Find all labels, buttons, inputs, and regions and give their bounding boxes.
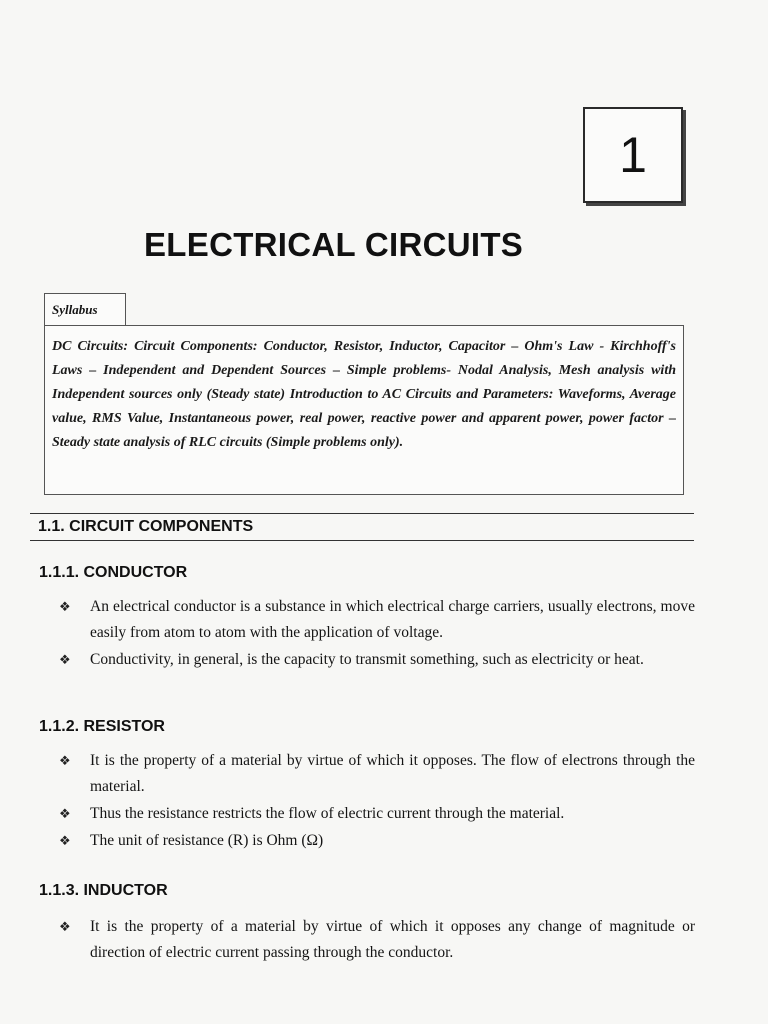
diamond-bullet-icon: ❖: [59, 753, 71, 768]
list-item: ❖ It is the property of a material by virtue of which it opposes any change of magnitude or direction of electric current passing through the conductor.: [55, 914, 695, 966]
diamond-bullet-icon: ❖: [59, 599, 71, 614]
diamond-bullet-icon: ❖: [59, 919, 71, 934]
list-item: ❖ The unit of resistance (R) is Ohm (Ω): [55, 828, 695, 854]
chapter-title: ELECTRICAL CIRCUITS: [144, 226, 524, 263]
conductor-list: [55, 594, 695, 674]
list-item: ❖ Thus the resistance restricts the flow of electric current through the material.: [55, 801, 695, 827]
inductor-heading: 1.1.3. INDUCTOR: [39, 882, 168, 899]
syllabus-text: DC Circuits: Circuit Components: Conductor, Resistor, Inductor, Capacitor – Ohm's Law - Kirchhoff's Laws – Independent and Dependent Sources – Simple problems- Nodal Analysis, Mesh analysis with Independent sources only (Steady state) Introduction to AC Circuits and Parameters: Waveforms, Average value, RMS Value, Instantaneous power, real power, reactive power and apparent power, power factor – Steady state analysis of RLC circuits (Simple problems only).: [52, 339, 676, 450]
syllabus-box: [44, 325, 684, 495]
diamond-bullet-icon: ❖: [59, 806, 71, 821]
resistor-heading: 1.1.2. RESISTOR: [39, 718, 165, 735]
resistor-list: [55, 748, 695, 855]
list-item: ❖ It is the property of a material by virtue of which it opposes. The flow of electrons through the material.: [55, 748, 695, 800]
inductor-list: [55, 914, 695, 967]
chapter-number: 1: [619, 127, 647, 183]
section-heading: 1.1. CIRCUIT COMPONENTS: [30, 513, 694, 541]
diamond-bullet-icon: ❖: [59, 833, 71, 848]
conductor-heading: 1.1.1. CONDUCTOR: [39, 564, 188, 581]
list-item: ❖ An electrical conductor is a substance in which electrical charge carriers, usually electrons, move easily from atom to atom with the application of voltage.: [55, 594, 695, 646]
list-item: ❖ Conductivity, in general, is the capacity to transmit something, such as electricity or heat.: [55, 647, 695, 673]
chapter-number-box: [583, 107, 683, 203]
diamond-bullet-icon: ❖: [59, 652, 71, 667]
syllabus-label: Syllabus: [44, 293, 126, 325]
